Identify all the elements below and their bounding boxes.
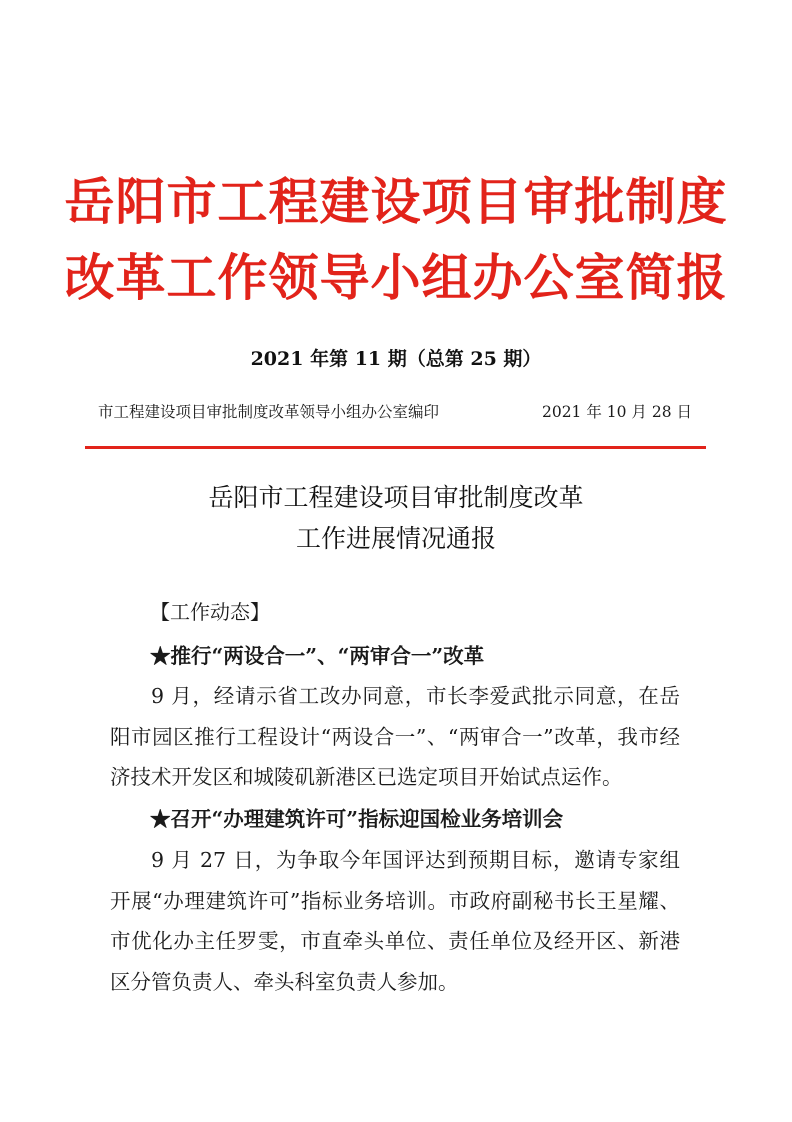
editor-organization: 市工程建设项目审批制度改革领导小组办公室编印 [98, 403, 440, 421]
issue-number: 2021 年第 11 期（总第 25 期） [250, 348, 542, 370]
item-paragraph: 9 月 27 日，为争取今年国评达到预期目标，邀请专家组开展“办理建筑许可”指标业务培训。市政府副秘书长王星耀、市优化办主任罗雯，市直牵头单位、责任单位及经开区、新港区分管负责人、牵头科室负责人参加。 [110, 848, 680, 994]
red-divider-line [85, 446, 706, 449]
masthead-title-line-2: 改革工作领导小组办公室简报 [64, 248, 728, 307]
issue-date: 2021 年 10 月 28 日 [541, 403, 692, 421]
report-title-line-2: 工作进展情况通报 [295, 524, 496, 553]
item-paragraph: 9 月，经请示省工改办同意，市长李爱武批示同意，在岳阳市园区推行工程设计“两设合一”、“两审合一”改革，我市经济技术开发区和城陵矶新港区已选定项目开始试点运作。 [110, 684, 680, 789]
section-label: 【工作动态】 [150, 600, 270, 624]
item-heading: ★召开“办理建筑许可”指标迎国检业务培训会 [150, 807, 564, 831]
item-heading: ★推行“两设合一”、“两审合一”改革 [150, 644, 485, 668]
report-title-line-1: 岳阳市工程建设项目审批制度改革 [208, 483, 584, 512]
masthead-title-line-1: 岳阳市工程建设项目审批制度 [64, 172, 728, 231]
